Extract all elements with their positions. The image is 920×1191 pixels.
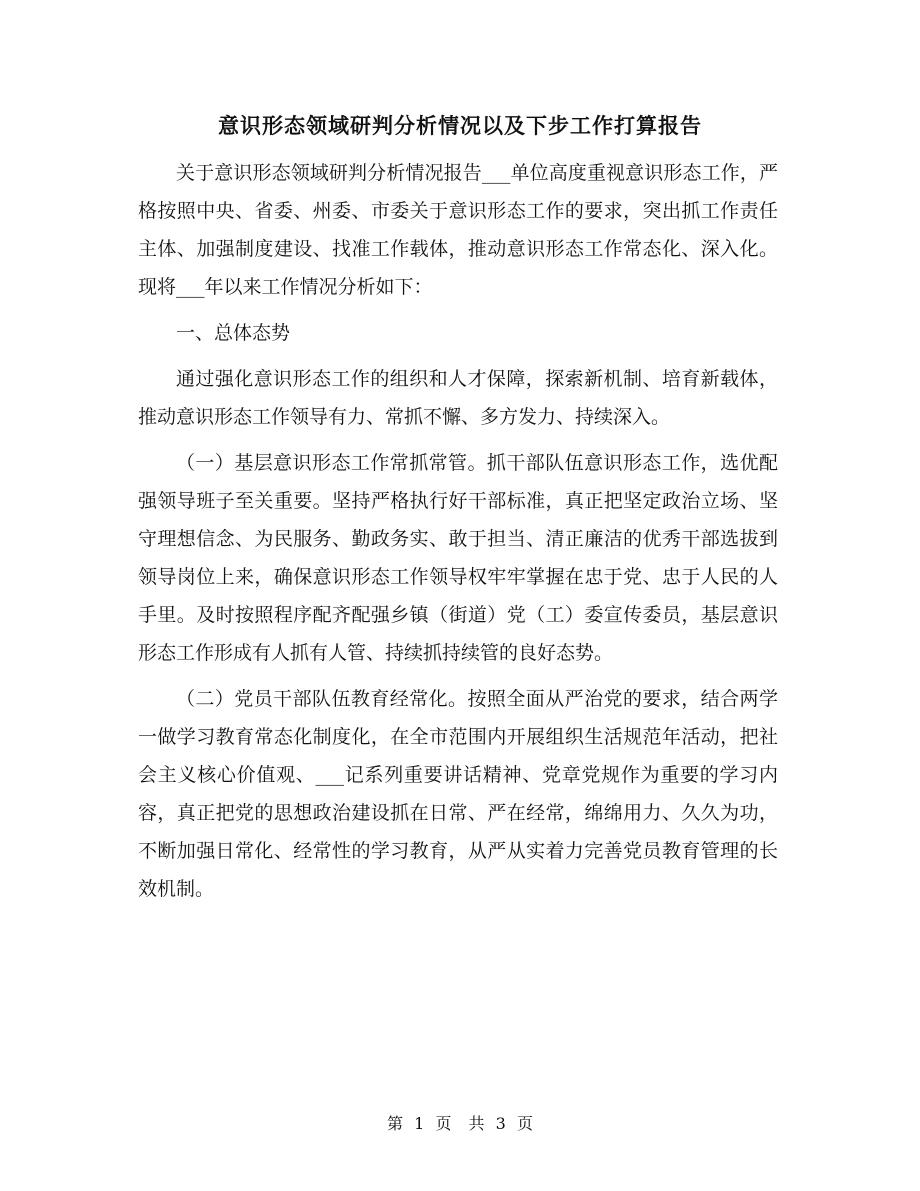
footer-page-total: 3 — [495, 1114, 506, 1133]
footer-total-unit: 页 — [516, 1114, 533, 1133]
section-1-paragraph: （一）基层意识形态工作常抓常管。抓干部队伍意识形态工作，选优配强领导班子至关重要。坚持严格执行好干部标准，真正把坚定政治立场、坚守理想信念、为民服务、勤政务实、敢于担当、清正廉洁的优秀干部选拔到领导岗位上来，确保意识形态工作领导权牢牢掌握在忠于党、忠于人民的人手里。及时按照程序配齐配强乡镇（街道）党（工）委宣传委员，基层意识形态工作形成有人抓有人管、持续抓持续管的良好态势。 — [138, 452, 778, 664]
footer-page-current: 1 — [414, 1114, 425, 1133]
footer-total-prefix: 共 — [468, 1114, 485, 1133]
footer-page-prefix: 第 — [387, 1114, 404, 1133]
page-footer — [0, 1112, 920, 1136]
footer-page-unit: 页 — [435, 1114, 452, 1133]
section-heading-overall: 一、总体态势 — [176, 322, 291, 344]
intro-paragraph: 关于意识形态领域研判分析情况报告___单位高度重视意识形态工作，严格按照中央、省委、州委、市委关于意识形态工作的要求，突出抓工作责任主体、加强制度建设、找准工作载体，推动意识形态工作常态化、深入化。现将___年以来工作情况分析如下： — [138, 162, 778, 298]
document-title: 意识形态领域研判分析情况以及下步工作打算报告 — [218, 113, 702, 138]
section-2-paragraph: （二）党员干部队伍教育经常化。按照全面从严治党的要求，结合两学一做学习教育常态化制度化，在全市范围内开展组织生活规范年活动，把社会主义核心价值观、___记系列重要讲话精神、党章党规作为重要的学习内容，真正把党的思想政治建设抓在日常、严在经常，绵绵用力、久久为功，不断加强日常化、经常性的学习教育，从严从实着力完善党员教育管理的长效机制。 — [138, 688, 778, 900]
document-body — [138, 154, 778, 908]
overall-paragraph: 通过强化意识形态工作的组织和人才保障，探索新机制、培育新载体，推动意识形态工作领导有力、常抓不懈、多方发力、持续深入。 — [138, 368, 778, 428]
